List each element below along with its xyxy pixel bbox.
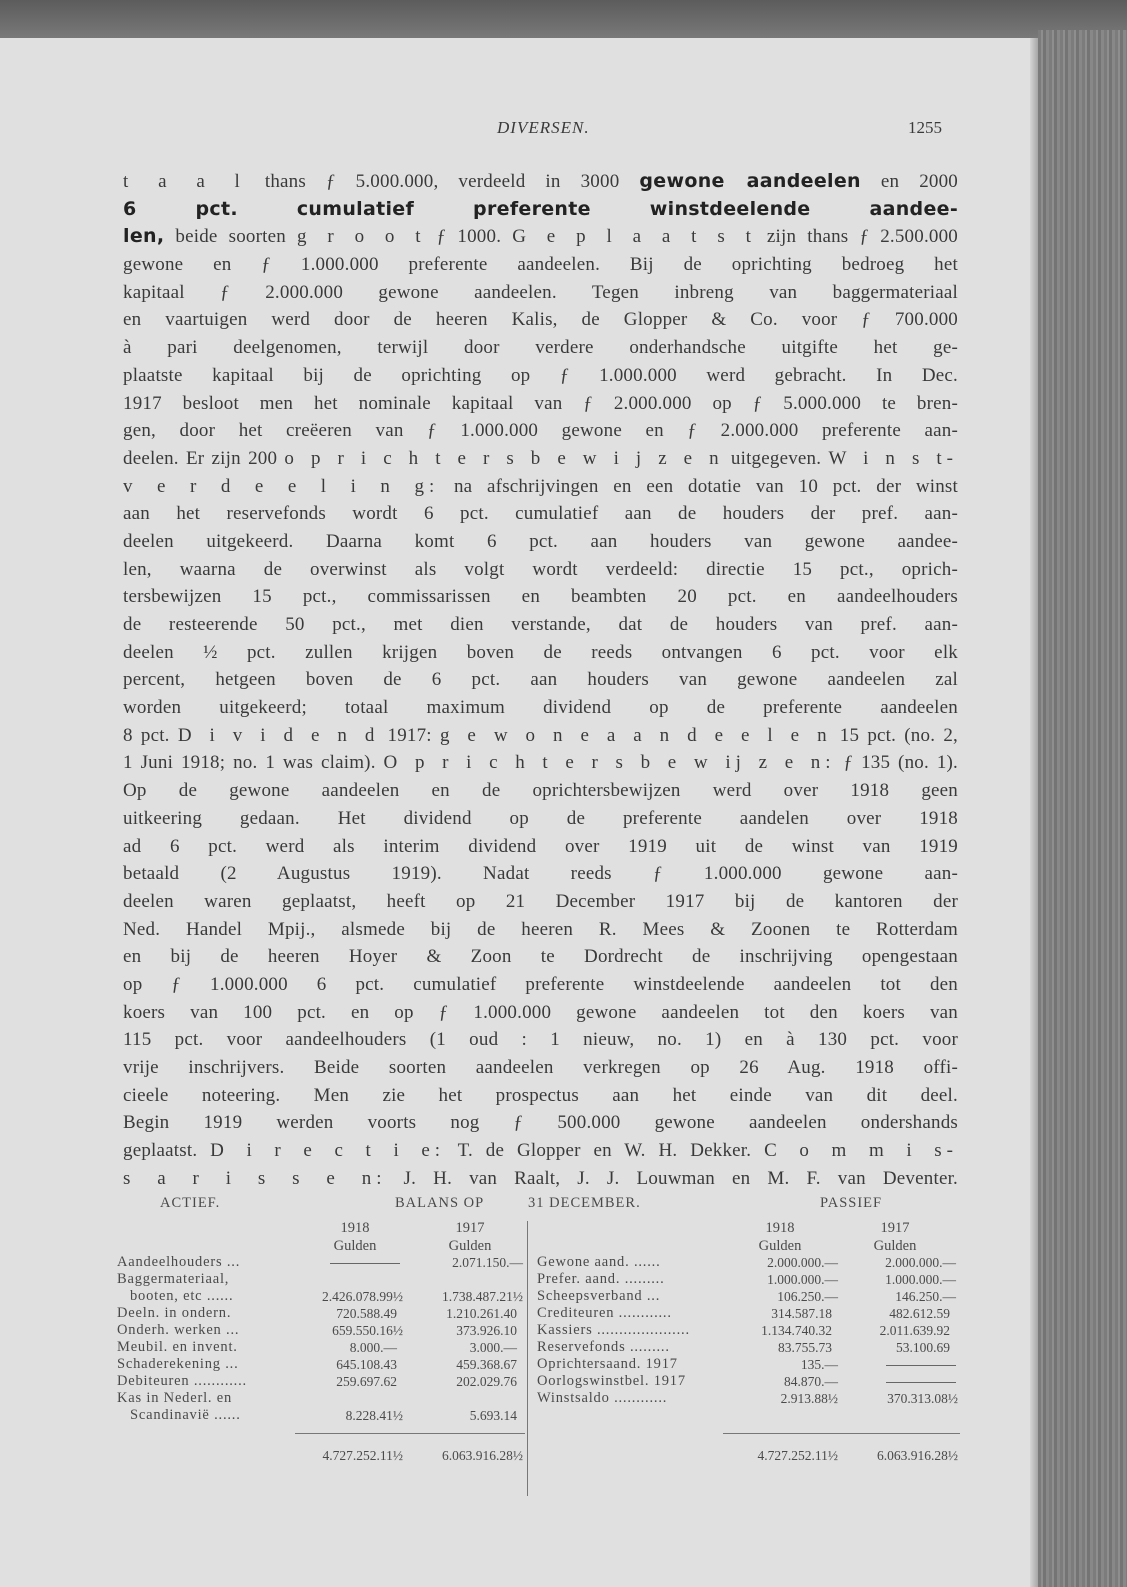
actief-row: Kas in Nederl. en: [117, 1390, 233, 1406]
page-number: 1255: [908, 118, 942, 137]
passief-row: Oprichtersaand. 1917 135.—: [535, 1356, 960, 1373]
text-line: deelen waren geplaatst, heeft op 21 December 1917 bij de kantoren der: [123, 890, 958, 912]
passief-row: Kassiers ..................... 1.134.740.32 2.011.639.92: [537, 1322, 950, 1338]
text-line: 1917 besloot men het nominale kapitaal van ƒ 2.000.000 op ƒ 5.000.000 te bren-: [123, 392, 958, 414]
actief-row: booten, etc ...... 2.426.078.99½ 1.738.487.21½: [130, 1288, 523, 1304]
running-head: [0, 118, 1038, 142]
total-rule: [723, 1433, 960, 1434]
text-line: tersbewijzen 15 pct., commissarissen en beambten 20 pct. en aandeelhouders: [123, 586, 958, 608]
text-line: 8 pct. D i v i d e n d 1917: g e w o n e a a n d e e l e n 15 pct. (no. 2,: [123, 724, 958, 746]
actief-row: Schaderekening ... 645.108.43 459.368.67: [117, 1356, 517, 1372]
text-line: uitkeering gedaan. Het dividend op de preferente aandelen over 1918: [123, 807, 958, 829]
bold-term: gewone aandeelen: [639, 170, 861, 192]
text-line: [123, 196, 958, 224]
actief-row: Deeln. in ondern. 720.588.49 1.210.261.40: [117, 1305, 517, 1321]
text-line: de resteerende 50 pct., met dien verstande, dat de houders van pref. aan-: [123, 614, 958, 635]
text-line: deelen. Er zijn 200 o p r i c h t e r s b e w i j z e n uitgegeven. W i n s t-: [123, 447, 958, 469]
text-line: deelen uitgekeerd. Daarna komt 6 pct. aan houders van gewone aandee-: [123, 530, 958, 552]
nil-dash: [886, 1365, 956, 1366]
actief-row: Baggermateriaal,: [117, 1271, 230, 1287]
actief-row: Onderh. werken ... 659.550.16½ 373.926.10: [117, 1322, 517, 1338]
text-line: len, waarna de overwinst als volgt wordt verdeeld: directie 15 pct., oprich-: [123, 558, 958, 580]
total-rule: [295, 1433, 525, 1434]
book-page-edges: [1038, 30, 1127, 1587]
nil-dash: [886, 1382, 956, 1383]
actief-row: Aandeelhouders ... 2.071.150.—: [117, 1254, 523, 1270]
passief-row: Crediteuren ............ 314.587.18 482.612.59: [537, 1305, 950, 1321]
actief-row: Scandinavië ...... 8.228.41½ 5.693.14: [130, 1407, 517, 1423]
passief-row: Reservefonds ......... 83.755.73 53.100.69: [537, 1339, 950, 1355]
text-line: kapitaal ƒ 2.000.000 gewone aandeelen. Tegen inbreng van baggermateriaal: [123, 281, 958, 303]
text-line: ad 6 pct. werd als interim dividend over 1919 uit de winst van 1919: [123, 835, 958, 857]
column-divider: [527, 1221, 528, 1496]
text-line: 115 pct. voor aandeelhouders (1 oud : 1 nieuw, no. 1) en à 130 pct. voor: [123, 1029, 958, 1051]
bold-term: 6 pct. cumulatief preferente winstdeelende aandee-: [123, 197, 958, 220]
passief-row: Oorlogswinstbel. 1917 84.870.—: [535, 1373, 960, 1390]
text-line: percent, hetgeen boven de 6 pct. aan houders van gewone aandeelen zal: [123, 669, 958, 691]
passief-row: Gewone aand. ...... 2.000.000.— 2.000.000.—: [537, 1254, 956, 1270]
passief-row: Scheepsverband ... 106.250.— 146.250.—: [537, 1288, 956, 1304]
actief-row: Debiteuren ............ 259.697.62 202.029.76: [117, 1373, 517, 1389]
running-title: DIVERSEN.: [497, 118, 590, 137]
balance-heading: [115, 1195, 960, 1213]
text-line: deelen ½ pct. zullen krijgen boven de reeds ontvangen 6 pct. voor elk: [123, 641, 958, 663]
text-line: s a r i s s e n: J. H. van Raalt, J. J. Louwman en M. F. van Deventer.: [123, 1167, 959, 1189]
passief-col-1917: 1917 Gulden: [873, 1220, 917, 1254]
bold-term: len,: [123, 225, 165, 248]
text-line: Op de gewone aandeelen en de oprichtersbewijzen werd over 1918 geen: [123, 780, 958, 802]
text-line: gen, door het creëeren van ƒ 1.000.000 gewone en ƒ 2.000.000 preferente aan-: [123, 420, 958, 442]
balance-title-a: BALANS OP: [395, 1195, 485, 1211]
balance-title-b: 31 DECEMBER.: [528, 1195, 641, 1211]
text-line: en bij de heeren Hoyer & Zoon te Dordrecht de inschrijving opengestaan: [123, 946, 958, 968]
passief-total-row: 4.727.252.11½ 6.063.916.28½: [757, 1448, 958, 1463]
scan-top-edge: [0, 0, 1127, 40]
nil-dash: [330, 1263, 400, 1264]
passief-heading: PASSIEF: [820, 1195, 883, 1211]
text-line: op ƒ 1.000.000 6 pct. cumulatief preferente winstdeelende aandeelen tot den: [123, 973, 958, 995]
text-line: gewone en ƒ 1.000.000 preferente aandeelen. Bij de oprichting bedroeg het: [123, 254, 958, 276]
actief-total-row: 4.727.252.11½ 6.063.916.28½: [322, 1448, 523, 1463]
balance-sheet: [115, 1195, 960, 1495]
text-line: len, beide soorten g r o o t ƒ 1000. G e p l a a t s t zijn thans ƒ 2.500.000: [123, 225, 958, 248]
actief-col-1917: 1917 Gulden: [448, 1220, 492, 1254]
body-text: [123, 168, 958, 1192]
text-line: worden uitgekeerd; totaal maximum dividend op de preferente aandeelen: [123, 697, 958, 719]
actief-col-1918: 1918 Gulden: [333, 1220, 377, 1254]
text-line: t a a l thans ƒ 5.000.000, verdeeld in 3000 gewone aandeelen en 2000: [123, 170, 958, 192]
actief-row: Meubil. en invent. 8.000.— 3.000.—: [117, 1339, 517, 1355]
text-line: cieele noteering. Men zie het prospectus aan het einde van dit deel.: [123, 1084, 958, 1106]
text-line: en vaartuigen werd door de heeren Kalis, de Glopper & Co. voor ƒ 700.000: [123, 309, 958, 331]
passief-row: Prefer. aand. ......... 1.000.000.— 1.000.000.—: [537, 1271, 956, 1287]
text-line: vrije inschrijvers. Beide soorten aandeelen verkregen op 26 Aug. 1918 offi-: [123, 1057, 958, 1078]
text-line: v e r d e e l i n g: na afschrijvingen en een dotatie van 10 pct. der winst: [123, 475, 959, 497]
actief-heading: ACTIEF.: [160, 1195, 221, 1211]
text-line: betaald (2 Augustus 1919). Nadat reeds ƒ 1.000.000 gewone aan-: [123, 863, 958, 885]
text-line: geplaatst. D i r e c t i e: T. de Glopper en W. H. Dekker. C o m m i s-: [123, 1140, 959, 1162]
text-line: aan het reservefonds wordt 6 pct. cumulatief aan de houders der pref. aan-: [123, 503, 958, 525]
text-line: à pari deelgenomen, terwijl door verdere onderhandsche uitgifte het ge-: [123, 337, 958, 359]
text-line: plaatste kapitaal bij de oprichting op ƒ 1.000.000 werd gebracht. In Dec.: [123, 364, 958, 386]
text-line: Ned. Handel Mpij., alsmede bij de heeren R. Mees & Zoonen te Rotterdam: [123, 918, 958, 940]
passief-row: Winstsaldo ............ 2.913.88½ 370.313.08½: [537, 1390, 958, 1406]
text-line: Begin 1919 werden voorts nog ƒ 500.000 gewone aandeelen ondershands: [123, 1112, 958, 1134]
text-line: 1 Juni 1918; no. 1 was claim). O p r i c h t e r s b e w ij z e n: ƒ 135 (no. 1).: [123, 752, 958, 774]
passief-col-1918: 1918 Gulden: [758, 1220, 802, 1254]
text-line: koers van 100 pct. en op ƒ 1.000.000 gewone aandeelen tot den koers van: [123, 1001, 958, 1023]
